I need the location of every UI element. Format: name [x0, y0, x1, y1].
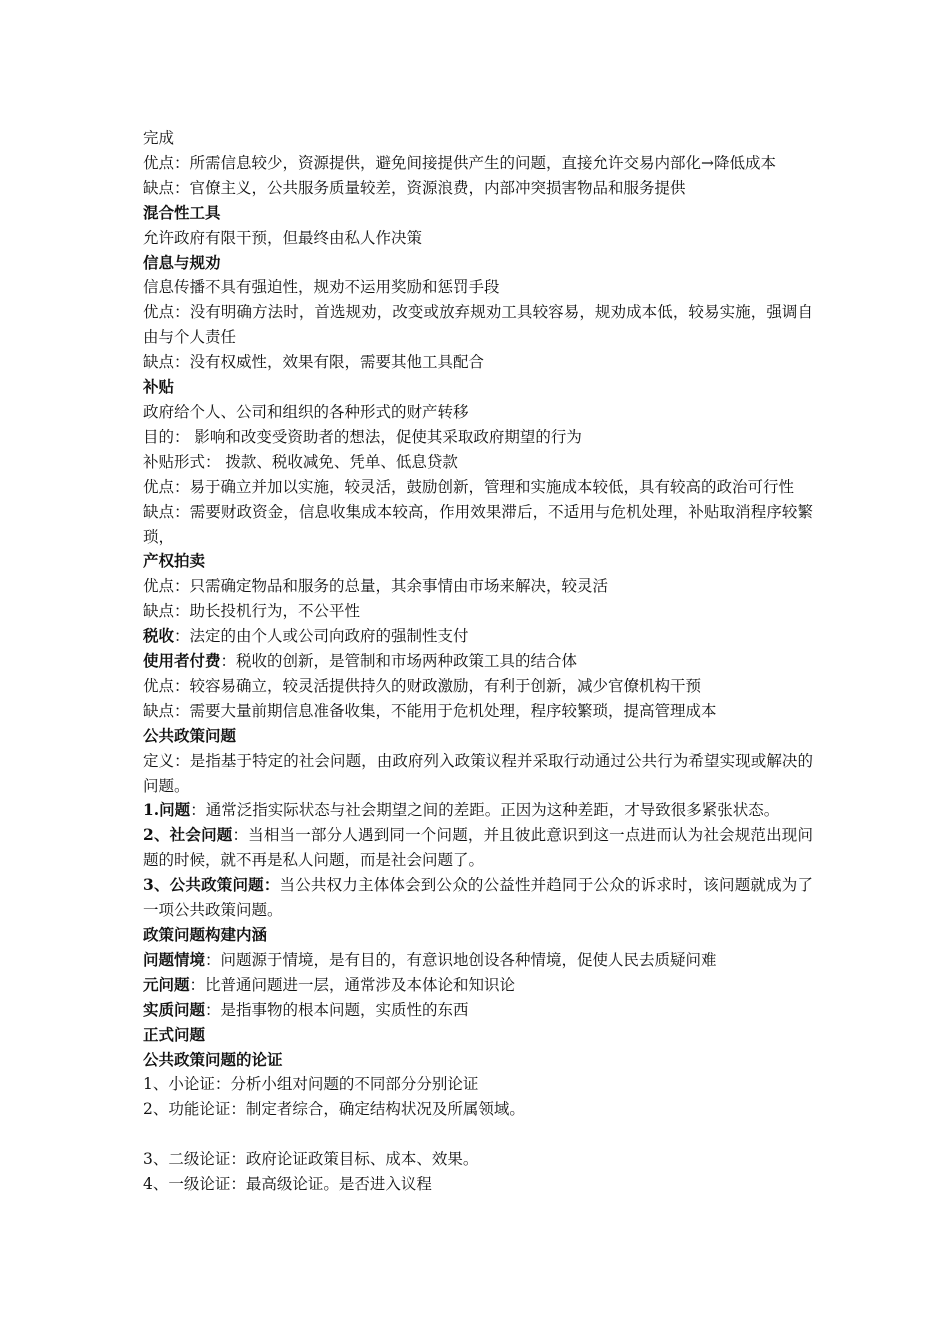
text-line	[143, 649, 813, 674]
text-line	[143, 1147, 813, 1172]
line-text: 目的： 影响和改变受资助者的想法，促使其采取政府期望的行为	[143, 427, 582, 446]
text-line	[143, 1097, 813, 1122]
section-heading: 公共政策问题的论证	[143, 1049, 283, 1069]
text-line	[143, 300, 813, 350]
line-text: ：法定的由个人或公司向政府的强制性支付	[174, 627, 469, 646]
section-heading: 公共政策问题	[143, 725, 237, 745]
line-text: 允许政府有限干预，但最终由私人作决策	[143, 228, 423, 247]
line-text: 2、功能论证：制定者综合，确定结构状况及所属领域。	[143, 1100, 525, 1119]
bold-term: 3、公共政策问题：	[143, 875, 280, 895]
line-text: 缺点：官僚主义，公共服务质量较差，资源浪费，内部冲突损害物品和服务提供	[143, 178, 686, 197]
bold-term: 使用者付费	[143, 651, 221, 671]
text-line	[143, 400, 813, 425]
text-line	[143, 275, 813, 300]
text-line	[143, 226, 813, 251]
text-line	[143, 973, 813, 998]
line-text: 缺点：需要财政资金，信息收集成本较高，作用效果滞后，不适用与危机处理，补贴取消程序较繁琐，	[143, 502, 813, 546]
text-line	[143, 1172, 813, 1197]
line-text: 定义：是指基于特定的社会问题，由政府列入政策议程并采取行动通过公共行为希望实现或解决的问题。	[143, 751, 813, 795]
line-text: ：是指事物的根本问题，实质性的东西	[205, 1000, 469, 1019]
section-heading: 混合性工具	[143, 202, 221, 222]
bold-term: 1.问题	[143, 800, 191, 820]
line-text: 优点：所需信息较少，资源提供，避免间接提供产生的问题，直接允许交易内部化→降低成本	[143, 153, 776, 172]
text-line	[143, 998, 813, 1023]
line-text: 4、一级论证：最高级论证。是否进入议程	[143, 1175, 432, 1194]
line-text: 1、小论证：分析小组对问题的不同部分分别论证	[143, 1075, 479, 1094]
line-text: 政府给个人、公司和组织的各种形式的财产转移	[143, 402, 469, 421]
line-text: 缺点：需要大量前期信息准备收集，不能用于危机处理，程序较繁琐，提高管理成本	[143, 701, 717, 720]
line-text: 缺点：没有权威性，效果有限，需要其他工具配合	[143, 353, 485, 372]
text-line	[143, 350, 813, 375]
line-text: 3、二级论证：政府论证政策目标、成本、效果。	[143, 1150, 479, 1169]
line-text: ：税收的创新，是管制和市场两种政策工具的结合体	[220, 652, 578, 671]
document-page	[143, 126, 813, 1197]
text-line	[143, 823, 813, 873]
section-heading: 政策问题构建内涵	[143, 925, 268, 944]
bold-term: 2、社会问题	[143, 825, 233, 845]
line-text: 缺点：助长投机行为，不公平性	[143, 602, 361, 621]
bold-term: 实质问题	[143, 999, 206, 1019]
text-line	[143, 475, 813, 500]
blank-line	[143, 1122, 813, 1147]
bold-term: 税收	[143, 626, 175, 646]
text-line	[143, 749, 813, 799]
bold-term: 问题情境	[143, 949, 206, 969]
line-text: 当公共权力主体体会到公众的公益性并趋同于公众的诉求时，该问题就成为了一项公共政策问题。	[143, 876, 813, 920]
section-heading: 产权拍卖	[143, 551, 206, 571]
text-line	[143, 699, 813, 724]
line-text: ：当相当一部分人遇到同一个问题，并且彼此意识到这一点进而认为社会规范出现问题的时候，就不再是私人问题，而是社会问题了。	[143, 826, 813, 870]
text-line	[143, 948, 813, 973]
text-line	[143, 574, 813, 599]
text-line	[143, 798, 813, 823]
section-heading: 正式问题	[143, 1024, 206, 1044]
line-text: ：通常泛指实际状态与社会期望之间的差距。正因为这种差距，才导致很多紧张状态。	[190, 801, 780, 820]
text-line	[143, 624, 813, 649]
line-text: 信息传播不具有强迫性，规劝不运用奖励和惩罚手段	[143, 278, 500, 297]
text-line	[143, 151, 813, 176]
line-text: 补贴形式： 拨款、税收减免、凭单、低息贷款	[143, 452, 458, 471]
text-line	[143, 126, 813, 151]
section-heading: 信息与规劝	[143, 252, 221, 272]
line-text: 优点：只需确定物品和服务的总量，其余事情由市场来解决，较灵活	[143, 577, 609, 596]
line-text: ：问题源于情境，是有目的，有意识地创设各种情境，促使人民去质疑问难	[205, 950, 717, 969]
text-line	[143, 176, 813, 201]
line-text: 优点：易于确立并加以实施，较灵活，鼓励创新，管理和实施成本较低，具有较高的政治可行性	[143, 477, 795, 496]
text-line	[143, 873, 813, 923]
line-text: 优点：没有明确方法时，首选规劝，改变或放弃规劝工具较容易，规劝成本低，较易实施，强调自由与个人责任	[143, 303, 813, 347]
text-line	[143, 674, 813, 699]
text-line	[143, 425, 813, 450]
line-text: 完成	[143, 129, 175, 147]
text-line	[143, 450, 813, 475]
line-text: 优点：较容易确立，较灵活提供持久的财政激励，有利于创新，减少官僚机构干预	[143, 676, 702, 695]
text-line	[143, 1072, 813, 1097]
text-line	[143, 599, 813, 624]
text-line	[143, 500, 813, 550]
line-text: ：比普通问题进一层，通常涉及本体论和知识论	[189, 975, 516, 994]
bold-term: 元问题	[143, 974, 190, 994]
section-heading: 补贴	[143, 377, 175, 397]
